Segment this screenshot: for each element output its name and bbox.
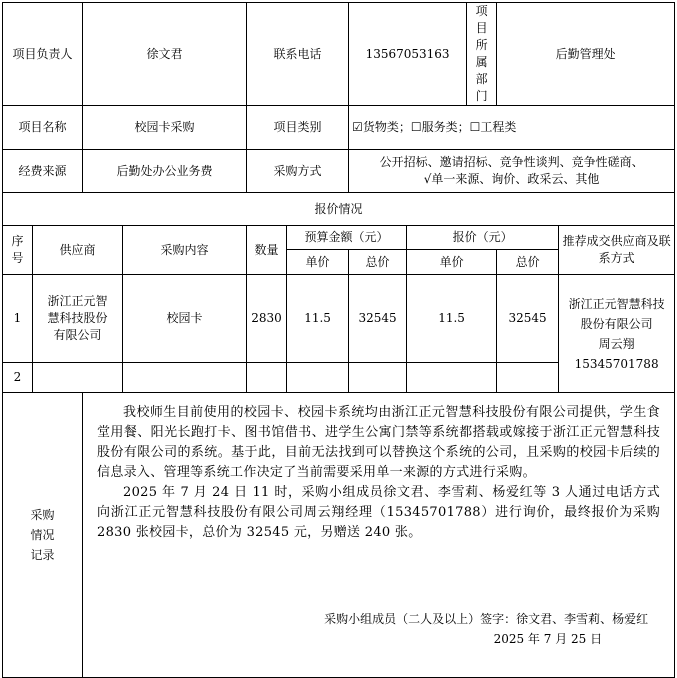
record-date: 2025 年 7 月 25 日: [493, 632, 603, 646]
record-row: [3, 393, 675, 678]
row2-budget-total: [349, 363, 407, 393]
procurement-method-line2: √单一来源、询价、政采云、其他: [423, 172, 600, 186]
quote-total-header: 总价: [497, 250, 559, 275]
record-label-line2: 情况: [30, 528, 55, 542]
category-service-label: 服务类；: [421, 120, 470, 134]
funding-row: [3, 150, 675, 193]
quote-section-row: [3, 193, 675, 226]
procurement-method-line1: 公开招标、邀请招标、竞争性谈判、竞争性磋商、: [379, 155, 644, 169]
dept-value: 后勤管理处: [497, 3, 675, 106]
quote-section-title: 报价情况: [3, 193, 675, 226]
col-qty-header: 数量: [247, 226, 287, 275]
project-category-label: 项目类别: [247, 106, 349, 150]
funding-source-label: 经费来源: [3, 150, 83, 193]
row2-budget-unit: [287, 363, 349, 393]
phone-value: 13567053163: [349, 3, 467, 106]
procurement-method-value: [349, 150, 675, 193]
category-engineering-checkbox[interactable]: [470, 120, 517, 134]
row1-budget-total: 32545: [349, 275, 407, 363]
budget-unit-header: 单价: [287, 250, 349, 275]
record-signature: 采购小组成员（二人及以上）签字：徐文君、李雪莉、杨爱红: [324, 612, 649, 626]
record-content: [83, 393, 675, 678]
category-goods-label: 货物类；: [362, 120, 411, 134]
row2-qty: [247, 363, 287, 393]
row1-seq: 1: [3, 275, 33, 363]
unchecked-box-icon: ☐: [410, 120, 422, 134]
quote-unit-header: 单价: [407, 250, 497, 275]
row1-qty: 2830: [247, 275, 287, 363]
procurement-form-table: [2, 2, 675, 678]
project-category-options: [349, 106, 675, 150]
col-seq-header: 序号: [3, 226, 33, 275]
row2-content: [123, 363, 247, 393]
procurement-method-label: 采购方式: [247, 150, 349, 193]
row2-quote-total: [497, 363, 559, 393]
row2-quote-unit: [407, 363, 497, 393]
record-paragraph-2: 2025 年 7 月 24 日 11 时，采购小组成员徐文君、李雪莉、杨爱红等 3 人通过电话方式向浙江正元智慧科技股份有限公司周云翔经理（15345701788）进行询价，最终报价为采购 2830 张校园卡，总价为 32545 元，另赠送 240 张。: [97, 485, 661, 540]
unchecked-box-icon: ☐: [469, 120, 481, 134]
category-goods-checkbox[interactable]: [352, 120, 411, 134]
recommend-phone: 15345701788: [574, 356, 659, 371]
category-engineering-label: 工程类: [480, 120, 517, 134]
phone-label: 联系电话: [247, 3, 349, 106]
col-supplier-header: 供应商: [33, 226, 123, 275]
table-row: [3, 275, 675, 363]
row1-quote-unit: 11.5: [407, 275, 497, 363]
record-label-line1: 采购: [30, 508, 55, 522]
dept-label: 项目所属部门: [467, 3, 497, 106]
recommend-contact: 周云翔: [598, 336, 635, 351]
category-service-checkbox[interactable]: [411, 120, 470, 134]
row1-quote-total: 32545: [497, 275, 559, 363]
col-content-header: 采购内容: [123, 226, 247, 275]
record-label: [3, 393, 83, 678]
row1-budget-unit: 11.5: [287, 275, 349, 363]
funding-source-value: 后勤处办公业务费: [83, 150, 247, 193]
quote-header-row: [3, 226, 675, 250]
recommend-company: 浙江正元智慧科技股份有限公司: [568, 296, 665, 331]
leader-label: 项目负责人: [3, 3, 83, 106]
row2-seq: 2: [3, 363, 33, 393]
col-budget-header: 预算金额（元）: [287, 226, 407, 250]
leader-value: 徐文君: [83, 3, 247, 106]
row1-content: 校园卡: [123, 275, 247, 363]
row1-supplier: 浙江正元智慧科技股份有限公司: [33, 275, 123, 363]
checked-box-icon: ☑: [352, 120, 363, 134]
col-recommend-header: 推荐成交供应商及联系方式: [559, 226, 675, 275]
recommend-supplier-cell: [559, 275, 675, 393]
project-name-value: 校园卡采购: [83, 106, 247, 150]
col-quote-header: 报价（元）: [407, 226, 559, 250]
header-row: [3, 3, 675, 106]
row2-supplier: [33, 363, 123, 393]
budget-total-header: 总价: [349, 250, 407, 275]
project-row: [3, 106, 675, 150]
project-name-label: 项目名称: [3, 106, 83, 150]
record-paragraph-1: 我校师生目前使用的校园卡、校园卡系统均由浙江正元智慧科技股份有限公司提供，学生食堂用餐、阳光长跑打卡、图书馆借书、进学生公寓门禁等系统都搭载或嫁接于浙江正元智慧科技股份有限公司的系统。基于此，目前无法找到可以替换这个系统的公司，且采购的校园卡后续的信息录入、管理等系统工作决定了当前需要采用单一来源的方式进行采购。: [97, 405, 661, 480]
record-label-line3: 记录: [30, 548, 55, 562]
